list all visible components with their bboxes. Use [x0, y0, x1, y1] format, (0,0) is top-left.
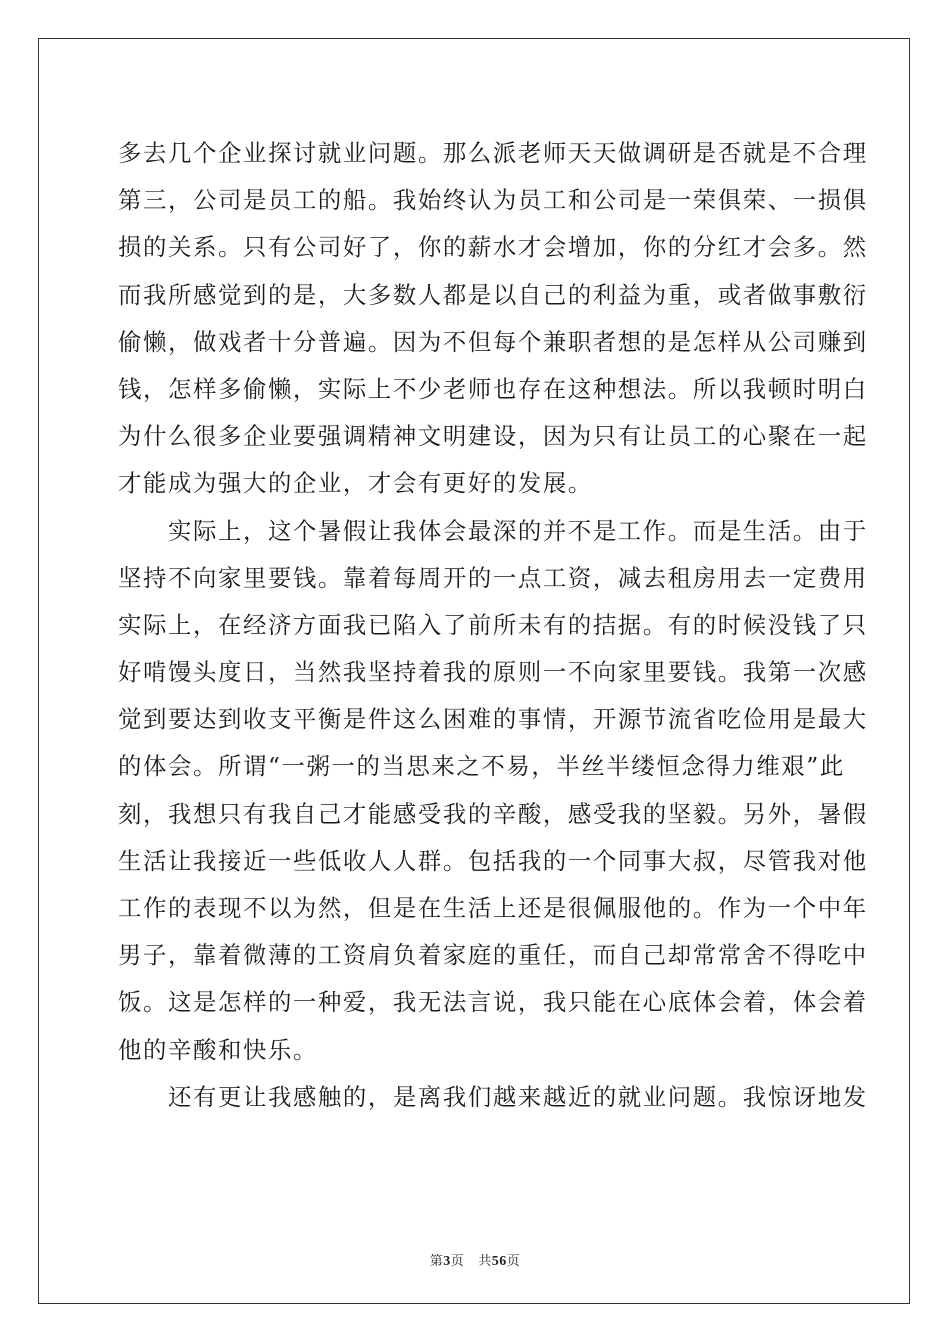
text-line: 男子，靠着微薄的工资肩负着家庭的重任，而自己却常常舍不得吃中 — [118, 941, 868, 970]
paragraph-1 — [118, 130, 868, 508]
text-line: 为什么很多企业要强调精神文明建设，因为只有让员工的心聚在一起 — [118, 422, 868, 451]
page-footer — [0, 1250, 950, 1270]
text-line: 坚持不向家里要钱。靠着每周开的一点工资，减去租房用去一定费用 — [118, 563, 868, 592]
text-line: 多去几个企业探讨就业问题。那么派老师天天做调研是否就是不合理 — [118, 139, 868, 167]
text-line: 实际上，在经济方面我已陷入了前所未有的拮据。有的时候没钱了只 — [118, 610, 868, 639]
text-line: 他的辛酸和快乐。 — [118, 1035, 318, 1064]
text-line: 饭。这是怎样的一种爱，我无法言说，我只能在心底体会着，体会着 — [118, 988, 868, 1017]
total-pages: 56 — [491, 1254, 507, 1269]
text-line: 还有更让我感触的，是离我们越来越近的就业问题。我惊讶地发 — [118, 1082, 868, 1111]
text-line: 刻，我想只有我自己才能感受我的辛酸，感受我的坚毅。另外，暑假 — [118, 799, 868, 828]
paragraph-2 — [118, 508, 868, 1074]
text-line: 损的关系。只有公司好了，你的薪水才会增加，你的分红才会多。然 — [118, 233, 868, 262]
text-line: 实际上，这个暑假让我体会最深的并不是工作。而是生活。由于 — [118, 516, 868, 545]
page-prefix: 第 — [429, 1254, 444, 1269]
text-line: 生活让我接近一些低收人人群。包括我的一个同事大叔，尽管我对他 — [118, 846, 868, 875]
text-line: 而我所感觉到的是，大多数人都是以自己的利益为重，或者做事敷衍 — [118, 280, 868, 309]
text-line: 才能成为强大的企业，才会有更好的发展。 — [118, 469, 593, 498]
page-suffix: 页 — [450, 1254, 465, 1269]
total-suffix: 页 — [506, 1254, 521, 1269]
paragraph-3 — [118, 1074, 868, 1121]
text-line: 觉到要达到收支平衡是件这么困难的事情，开源节流省吃俭用是最大 — [118, 705, 868, 734]
text-line: 钱，怎样多偷懒，实际上不少老师也存在这种想法。所以我顿时明白 — [118, 374, 868, 403]
text-line: 的体会。所谓“一粥一的当思来之不易，半丝半缕恒念得力维艰”此 — [118, 752, 845, 781]
page-number: 3 — [443, 1254, 451, 1269]
document-body — [118, 130, 868, 1121]
total-prefix: 共 — [478, 1254, 492, 1269]
text-line: 第三，公司是员工的船。我始终认为员工和公司是一荣俱荣、一损俱 — [118, 186, 868, 215]
text-line: 工作的表现不以为然，但是在生活上还是很佩服他的。作为一个中年 — [118, 894, 868, 922]
text-line: 偷懒，做戏者十分普遍。因为不但每个兼职者想的是怎样从公司赚到 — [118, 327, 868, 356]
text-line: 好啃馒头度日，当然我坚持着我的原则一不向家里要钱。我第一次感 — [118, 658, 868, 687]
